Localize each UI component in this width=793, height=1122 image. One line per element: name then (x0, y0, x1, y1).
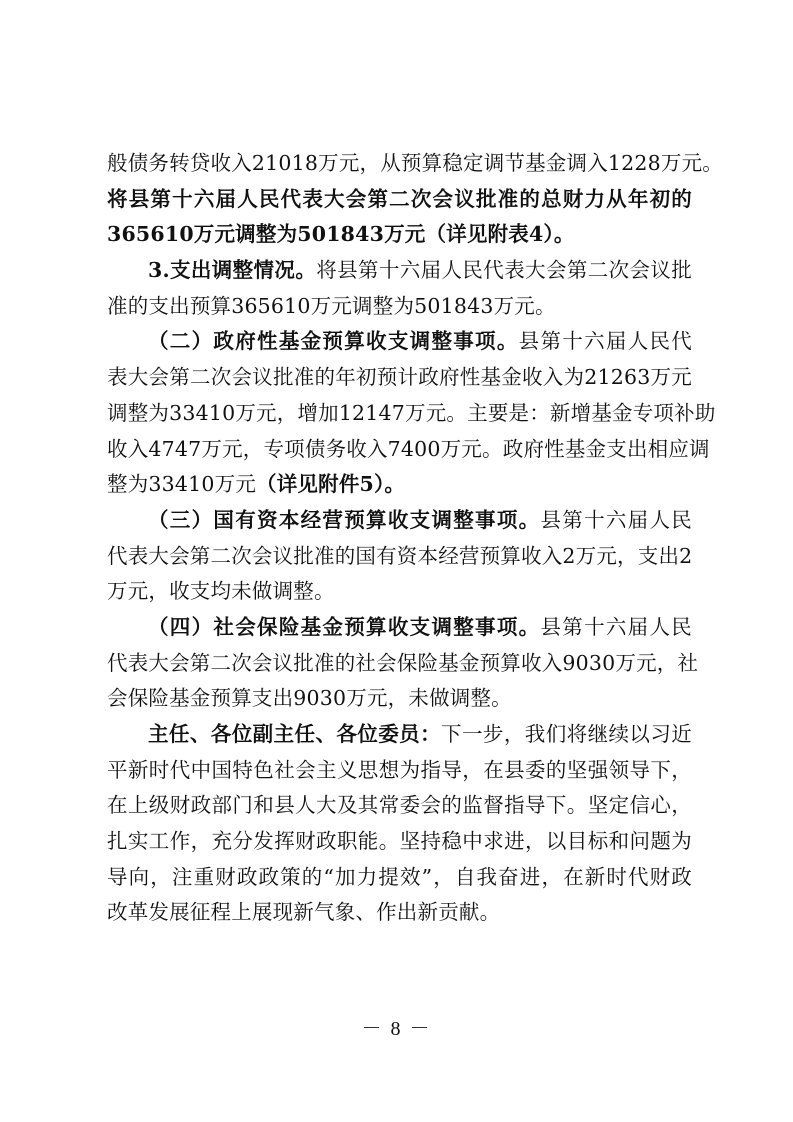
text-run: 收入4747万元，专项债务收入7400万元。政府性基金支出相应调 (107, 436, 710, 461)
text-line (107, 289, 692, 325)
text-run: 调整为33410万元，增加12147万元。主要是：新增基金专项补助 (107, 400, 716, 425)
text-run: 县第十六届人民 (540, 614, 692, 639)
text-line (107, 788, 692, 824)
text-line (107, 432, 710, 468)
text-line (107, 824, 692, 860)
text-line (107, 182, 692, 218)
bold-text: 3.支出调整情况。 (148, 258, 317, 283)
text-line (107, 396, 716, 432)
text-run: 般债务转贷收入21018万元，从预算稳定调节基金调入1228万元。 (107, 151, 723, 175)
text-run: 县第十六届人民代 (518, 329, 692, 354)
text-line (107, 753, 692, 789)
bold-text: （四）社会保险基金预算收支调整事项。 (148, 614, 541, 639)
bold-text: （详见附件5）。 (256, 472, 406, 497)
text-run: 代表大会第二次会议批准的国有资本经营预算收入2万元，支出2 (107, 543, 693, 568)
text-run: 整为33410万元 (107, 472, 257, 497)
bold-text: 主任、各位副主任、各位委员： (148, 722, 442, 746)
text-run: 下一步，我们将继续以习近 (441, 722, 692, 746)
text-line (107, 895, 692, 931)
bold-text: 365610万元调整为501843万元（详见附表4）。 (107, 222, 575, 247)
page-number: － 8 － (361, 1018, 432, 1040)
bold-text: （三）国有资本经营预算收支调整事项。 (148, 507, 541, 532)
text-run: 导向，注重财政政策的“加力提效”，自我奋进，在新时代财政 (107, 864, 692, 889)
text-line (107, 146, 723, 182)
body-text (107, 146, 723, 931)
text-line (107, 717, 692, 753)
text-run: 扎实工作，充分发挥财政职能。坚持稳中求进，以目标和问题为 (107, 829, 692, 854)
text-line (107, 574, 692, 610)
text-line (107, 646, 699, 682)
bold-text: 将县第十六届人民代表大会第二次会议批准的总财力从年初的 (107, 186, 692, 211)
text-line (107, 253, 692, 289)
text-line (107, 860, 692, 896)
text-run: 表大会第二次会议批准的年初预计政府性基金收入为21263万元 (107, 365, 692, 390)
text-run: 县第十六届人民 (540, 507, 692, 532)
text-run: 准的支出预算365610万元调整为501843万元。 (107, 293, 556, 318)
text-line (107, 467, 692, 503)
text-run: 会保险基金预算支出9030万元，未做调整。 (107, 686, 512, 711)
text-line (107, 610, 692, 646)
text-run: 代表大会第二次会议批准的社会保险基金预算收入9030万元，社 (107, 650, 699, 675)
text-run: 万元，收支均未做调整。 (107, 579, 335, 604)
text-line (107, 681, 692, 717)
text-run: 平新时代中国特色社会主义思想为指导，在县委的坚强领导下， (107, 757, 692, 782)
text-line (107, 324, 692, 360)
text-line (107, 217, 692, 253)
text-run: 将县第十六届人民代表大会第二次会议批 (316, 258, 692, 283)
text-run: 改革发展征程上展现新气象、作出新贡献。 (107, 900, 501, 925)
bold-text: （二）政府性基金预算收支调整事项。 (148, 329, 519, 354)
text-run: 在上级财政部门和县人大及其常委会的监督指导下。坚定信心， (107, 793, 692, 818)
text-line (107, 360, 692, 396)
text-line (107, 539, 692, 575)
text-line (107, 503, 692, 539)
